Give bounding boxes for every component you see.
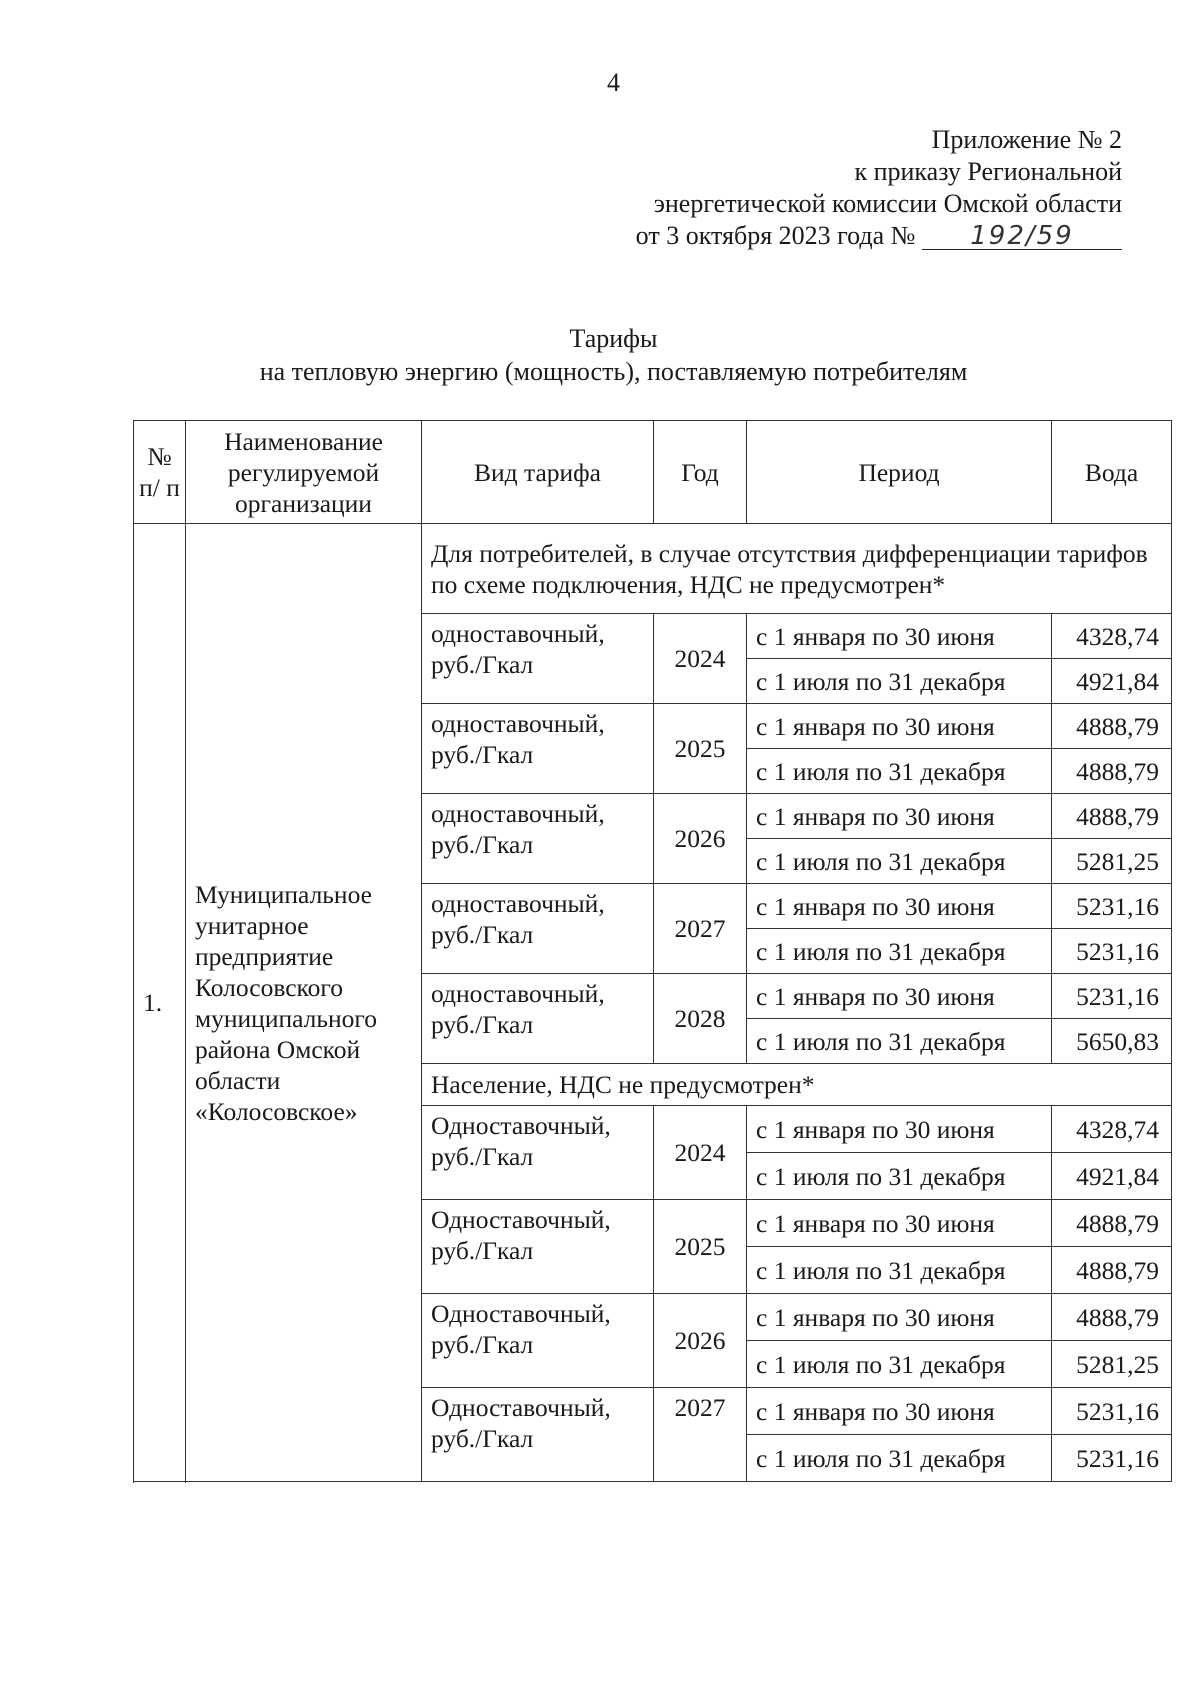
tariff-period: с 1 июля по 31 декабря [747,1153,1052,1200]
tariff-value-water: 4328,74 [1052,1106,1172,1153]
tariff-period: с 1 января по 30 июня [747,1200,1052,1247]
tariff-value-water: 4888,79 [1052,1247,1172,1294]
tariff-value-water: 5231,16 [1052,1388,1172,1435]
tariff-period: с 1 января по 30 июня [747,614,1052,659]
table-header-row [134,421,1172,524]
tariff-kind: одноставочный, руб./Гкал [422,974,654,1064]
page-number: 4 [607,68,620,97]
header-period: Период [747,421,1052,524]
tariff-value-water: 4921,84 [1052,1153,1172,1200]
tariff-value-water: 4888,79 [1052,794,1172,839]
tariff-period: с 1 января по 30 июня [747,884,1052,929]
tariff-value-water: 5231,16 [1052,974,1172,1019]
tariff-value-water: 4888,79 [1052,704,1172,749]
tariff-year: 2025 [654,704,747,794]
tariff-period: с 1 января по 30 июня [747,974,1052,1019]
tariff-period: с 1 января по 30 июня [747,704,1052,749]
tariff-period: с 1 июля по 31 декабря [747,749,1052,794]
tariff-year: 2027 [654,884,747,974]
tariff-kind: Одноставочный, руб./Гкал [422,1294,654,1388]
order-date: от 3 октября 2023 года № [635,221,916,250]
tariff-value-water: 4328,74 [1052,614,1172,659]
tariff-value-water: 5231,16 [1052,929,1172,974]
tariff-table [133,420,1172,1482]
organization-name: Муниципальное унитарное предприятие Колосовского муниципального района Омской области «Колосовское» [186,524,422,1482]
tariff-kind: одноставочный, руб./Гкал [422,794,654,884]
tariff-value-water: 4888,79 [1052,1294,1172,1341]
group-heading: Для потребителей, в случае отсутствия дифференциации тарифов по схеме подключения, НДС не предусмотрен* [422,524,1172,614]
tariff-value-water: 4888,79 [1052,1200,1172,1247]
tariff-period: с 1 января по 30 июня [747,1106,1052,1153]
tariff-period: с 1 июля по 31 декабря [747,1247,1052,1294]
title-main: Тарифы [569,324,658,353]
appendix-title: Приложение № 2 [931,125,1122,154]
tariff-year: 2025 [654,1200,747,1294]
tariff-year: 2026 [654,1294,747,1388]
tariff-kind: одноставочный, руб./Гкал [422,884,654,974]
tariff-period: с 1 июля по 31 декабря [747,659,1052,704]
title-subtitle: на тепловую энергию (мощность), поставляемую потребителям [259,357,968,386]
tariff-period: с 1 июля по 31 декабря [747,929,1052,974]
table-body [134,524,1172,1482]
header-year: Год [654,421,747,524]
appendix-order-ref: к приказу Региональной [854,157,1122,186]
tariff-period: с 1 июля по 31 декабря [747,1341,1052,1388]
tariff-year: 2026 [654,794,747,884]
tariff-kind: одноставочный, руб./Гкал [422,614,654,704]
group-heading: Население, НДС не предусмотрен* [422,1064,1172,1106]
tariff-kind: одноставочный, руб./Гкал [422,704,654,794]
order-date-line [636,220,1122,252]
tariff-value-water: 4921,84 [1052,659,1172,704]
tariff-value-water: 5281,25 [1052,1341,1172,1388]
row-number: 1. [134,524,186,1482]
tariff-value-water: 5231,16 [1052,884,1172,929]
tariff-year: 2024 [654,1106,747,1200]
header-number: № п/ п [134,421,186,524]
tariff-period: с 1 января по 30 июня [747,1388,1052,1435]
appendix-commission: энергетической комиссии Омской области [653,189,1122,218]
tariff-period: с 1 января по 30 июня [747,794,1052,839]
group-heading-row [134,524,1172,614]
header-tariff-kind: Вид тарифа [422,421,654,524]
tariff-year: 2027 [654,1388,747,1482]
tariff-period: с 1 января по 30 июня [747,1294,1052,1341]
appendix-header [636,124,1122,252]
document-title [0,322,1200,388]
tariff-value-water: 5231,16 [1052,1435,1172,1482]
tariff-value-water: 4888,79 [1052,749,1172,794]
header-water: Вода [1052,421,1172,524]
tariff-kind: Одноставочный, руб./Гкал [422,1106,654,1200]
tariff-period: с 1 июля по 31 декабря [747,839,1052,884]
tariff-year: 2028 [654,974,747,1064]
handwritten-order-number: 192/59 [922,223,1122,250]
tariff-kind: Одноставочный, руб./Гкал [422,1388,654,1482]
tariff-value-water: 5281,25 [1052,839,1172,884]
header-organization: Наименование регулируемой организации [186,421,422,524]
tariff-year: 2024 [654,614,747,704]
tariff-kind: Одноставочный, руб./Гкал [422,1200,654,1294]
tariff-value-water: 5650,83 [1052,1019,1172,1064]
tariff-period: с 1 июля по 31 декабря [747,1435,1052,1482]
tariff-period: с 1 июля по 31 декабря [747,1019,1052,1064]
